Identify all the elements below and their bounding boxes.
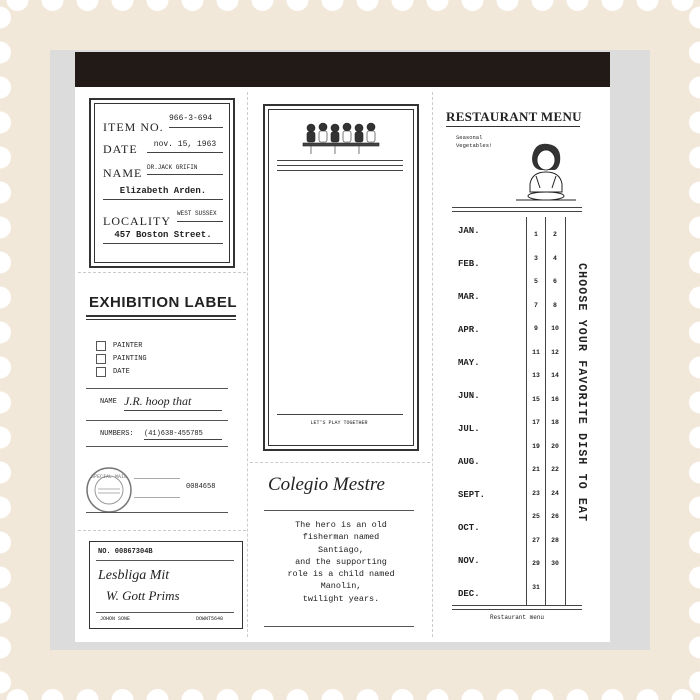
month-label: JAN. (458, 226, 480, 236)
rule (86, 420, 228, 421)
day-number: 25 (532, 513, 540, 520)
receipt (89, 541, 243, 629)
divider (247, 92, 248, 637)
story-line: Santiago, (318, 544, 364, 555)
day-number: 10 (551, 325, 559, 332)
rule (86, 512, 228, 513)
day-number: 26 (551, 513, 559, 520)
title-rule (86, 315, 236, 317)
divider (78, 272, 246, 273)
day-number: 18 (551, 419, 559, 426)
day-number: 1 (534, 231, 538, 238)
day-number: 19 (532, 442, 540, 450)
day-number: 31 (532, 583, 540, 591)
day-number: 22 (551, 466, 559, 473)
numbers-value: (41)638-455785 (144, 430, 222, 440)
day-number: 16 (551, 395, 559, 403)
story-rule (264, 626, 414, 627)
story-line: and the supporting (295, 556, 387, 567)
month-label: APR. (458, 325, 480, 335)
notepad-footer: LET'S PLAY TOGETHER (310, 420, 368, 426)
month-label: OCT. (458, 523, 480, 533)
menu-rule (452, 211, 582, 212)
menu-rule (452, 207, 582, 208)
menu-title-rule (446, 126, 580, 127)
girl-eating-illustration-icon (514, 140, 578, 206)
name-label: NAME (103, 166, 143, 180)
item-label: ITEM NO. (103, 120, 164, 134)
checkbox (96, 367, 106, 377)
menu-rule (452, 609, 582, 610)
day-column-divider (545, 217, 546, 605)
story-line: role is a child named (287, 569, 395, 580)
receipt-footer-right: DOWNT5648 (196, 616, 224, 622)
day-number: 29 (532, 560, 540, 567)
rule (86, 446, 228, 447)
divider (250, 462, 430, 463)
check-label: PAINTING (113, 354, 147, 363)
date-label: DATE (103, 142, 138, 156)
day-number: 28 (551, 536, 559, 544)
month-label: SEPT. (458, 490, 486, 500)
month-label: NOV. (458, 556, 480, 566)
day-number: 11 (532, 348, 540, 356)
month-label: JUL. (458, 424, 480, 434)
children-illustration-icon (301, 118, 381, 160)
check-label: DATE (113, 367, 130, 376)
locality-label: LOCALITY (103, 214, 171, 228)
menu-vertical-text: CHOOSE YOUR FAVORITE DISH TO EAT (575, 263, 588, 523)
postmark-icon (84, 465, 134, 515)
day-number: 12 (551, 348, 559, 356)
menu-title: RESTAURANT MENU (446, 109, 582, 124)
month-label: FEB. (458, 259, 480, 269)
menu-footer: Restaurant menu (489, 614, 544, 621)
locality-value: WEST SUSSEX (177, 210, 223, 222)
day-number: 8 (553, 301, 557, 309)
receipt-script-1: Lesbliga Mit (98, 568, 170, 583)
numbers-label: NUMBERS: (100, 430, 134, 438)
story-rule (264, 510, 414, 511)
day-number: 14 (551, 372, 559, 379)
receipt-number: NO. 00867304B (98, 548, 153, 556)
receipt-footer-left: JOHON SONE (100, 616, 131, 622)
exhibition-name-label: NAME (100, 398, 117, 406)
date-value: nov. 15, 1963 (147, 140, 223, 153)
divider (432, 92, 433, 637)
day-number: 24 (551, 489, 559, 497)
item-card (89, 98, 235, 268)
day-number: 17 (532, 419, 540, 426)
story-line: Manolin, (320, 581, 362, 592)
name-value: DR.JACK GRIFIN (147, 164, 223, 175)
day-number: 20 (551, 442, 559, 450)
checklist (96, 339, 147, 378)
receipt-script-2: W. Gott Prims (106, 588, 180, 603)
day-number: 2 (553, 231, 557, 238)
header-bar (75, 52, 610, 87)
check-label: PAINTER (113, 341, 143, 350)
story-line: twilight years. (302, 593, 380, 604)
day-number: 6 (553, 278, 557, 285)
day-column-border (526, 217, 566, 605)
day-number: 27 (532, 536, 540, 544)
checkbox (96, 341, 106, 351)
month-label: MAY. (458, 358, 480, 368)
story-line: The hero is an old (295, 520, 387, 530)
month-label: DEC. (458, 589, 480, 599)
day-number: 15 (532, 395, 540, 403)
day-number: 13 (532, 372, 540, 379)
day-number: 21 (532, 466, 540, 473)
day-number: 9 (534, 325, 538, 332)
day-number: 30 (551, 560, 559, 567)
item-value: 966-3-694 (169, 114, 223, 128)
story-text (258, 519, 424, 605)
exhibition-title: EXHIBITION LABEL (89, 294, 238, 311)
menu-rule (452, 605, 582, 606)
day-number: 5 (534, 278, 538, 285)
day-number: 4 (553, 254, 557, 262)
menu-note-1: Seasonal (456, 134, 483, 141)
menu-note-2: Vegetables! (456, 142, 493, 149)
month-label: MAR. (458, 292, 480, 302)
checkbox (96, 354, 106, 364)
story-signature: Colegio Mestre (268, 474, 385, 495)
exhibition-name-signature: J.R. hoop that (124, 394, 222, 411)
day-number: 7 (534, 301, 538, 309)
month-label: AUG. (458, 457, 480, 467)
notepad (263, 104, 419, 451)
address: 457 Boston Street. (103, 230, 223, 244)
name-value-2: Elizabeth Arden. (103, 186, 223, 200)
day-number: 3 (534, 254, 538, 262)
wavy-lines (134, 478, 180, 498)
month-label: JUN. (458, 391, 480, 401)
serial-number: 0084658 (186, 483, 216, 491)
story-line: fisherman named (302, 532, 380, 543)
day-number: 23 (532, 489, 540, 497)
postmark-text: SPECIAL MAIL (90, 474, 128, 480)
title-rule (86, 319, 236, 320)
divider (78, 530, 246, 531)
rule (86, 388, 228, 389)
